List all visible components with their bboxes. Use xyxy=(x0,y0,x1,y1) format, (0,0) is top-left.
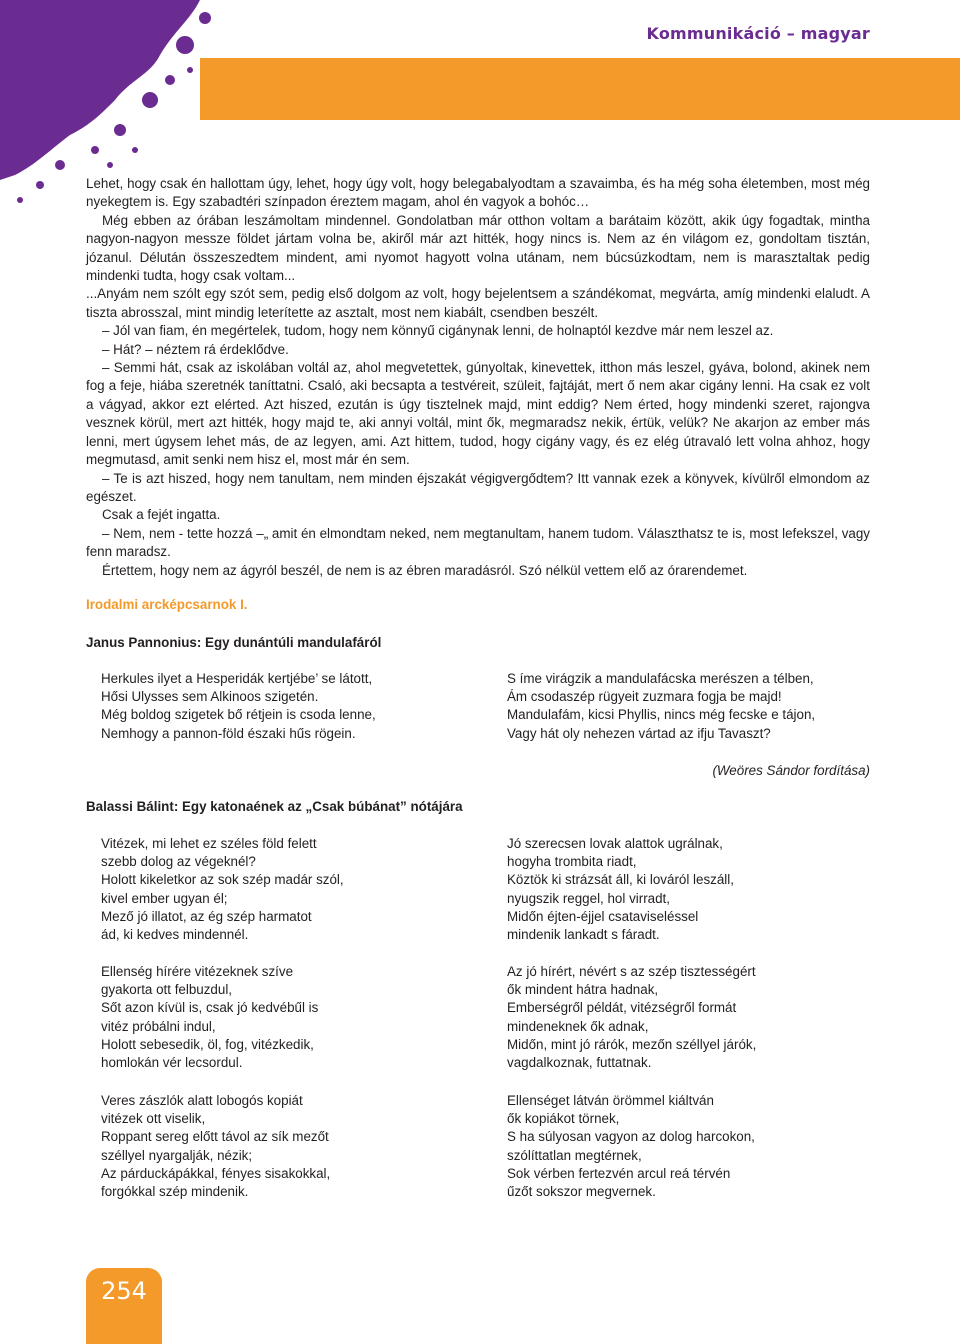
header-title: Kommunikáció – magyar xyxy=(646,24,870,43)
verse-line: Veres zászlók alatt lobogós kopiát xyxy=(101,1093,303,1108)
verse-line: Roppant sereg előtt távol az sík mezőt xyxy=(101,1129,329,1145)
verse-line: Még boldog szigetek bő rétjein is csoda lenne, xyxy=(101,707,376,723)
verse-line: Holott sebesedik, öl, fog, vitézkedik, xyxy=(101,1036,314,1052)
prose-paragraph: Lehet, hogy csak én hallottam úgy, lehet, hogy úgy volt, hogy belegabalyodtam a szavaimba, és ha még soha életemben, most még nyekegtem is. Egy szabadtéri színpadon éreztem magam, ahol én vagyok a bohóc… xyxy=(86,176,870,210)
verse-line: vagdalkoznak, futtatnak. xyxy=(507,1055,652,1071)
verse-line: Emberségről példát, vitézségről formát xyxy=(507,1000,737,1016)
verse-line: Mező jó illatot, az ég szép harmatot xyxy=(101,908,312,924)
verse-line: Ám csodaszép rügyeit zuzmara fogja be majd! xyxy=(507,689,782,705)
prose-paragraph: – Semmi hát, csak az iskolában voltál az, ahol megvetettek, gúnyoltak, kinevettek, itthon más leszel, gyáva, bolond, akinek nem fog a feje, hiába szeretnék taníttatni. Csaló, aki becsapta a testvéreit, szüleit, fajtáját, mert ő nem akar cigány lenni. Ha csak ez volt a vágyad, akkor ezt elérted. Azt hiszed, ezután is úgy tisztelnek majd, mint eddig? Nem érted, hogy mindenki szeret, rajongva vesznek körül, mert azt hitték, hogy majd te, aki annyi voltál, mint ők, megmaradsz nekik, értük, velük? Ne akarjon az ember más lenni, mert úgysem lehet más, de az legyen, ami. Azt hittem, tudod, hogy cigány vagy, és ez elég útravaló lett volna ahhoz, hogy megmutasd, amit senki nem hisz el, most már én sem. xyxy=(86,360,870,468)
poem2-left-stanza xyxy=(101,835,481,944)
verse-line: Ellenséget látván örömmel kiáltván xyxy=(507,1093,714,1108)
prose-paragraph: ...Anyám nem szólt egy szót sem, pedig első dolgom az volt, hogy bejelentsem a szándékomat, megvárta, amíg mindenki elaludt. A tiszta abrosszal, mint mindig leterítette az asztalt, most nem kiabált, csendben beszélt. xyxy=(86,286,870,320)
translator-credit: (Weöres Sándor fordítása) xyxy=(712,763,870,778)
verse-line: ők kopiákot törnek, xyxy=(507,1111,620,1127)
verse-line: széllyel nyargalják, nézik; xyxy=(101,1147,253,1163)
verse-line: Az párduckápákkal, fényes sisakokkal, xyxy=(101,1165,331,1181)
poem-title: Balassi Bálint: Egy katonaének az „Csak búbánat” nótájára xyxy=(86,799,463,814)
verse-line: Jó szerecsen lovak alattok ugrálnak, xyxy=(507,836,723,851)
prose-paragraph: Még ebben az órában leszámoltam mindennel. Gondolatban már otthon voltam a barátaim között, akik úgy fogadtak, mintha nagyon-nagyon messze földet jártam volna be, akiről már azt hitték, hogy nincs is. Nem az én világom ez, gondoltam tisztán, józanul. Délután összeszedtem mindent, ami nyomot hagyott volna utánam, nem búcsúzkodtam, nem is marasztaltak pedig mindenki tudta, hogy csak voltam... xyxy=(86,212,870,284)
poem-title: Janus Pannonius: Egy dunántúli mandulafáról xyxy=(86,635,382,650)
poem2-left-stanza xyxy=(101,1092,481,1201)
verse-line: vitézek ott viselik, xyxy=(101,1111,206,1127)
verse-line: Herkules ilyet a Hesperidák kertjébe’ se látott, xyxy=(101,671,373,686)
prose-paragraph: – Jól van fiam, én megértelek, tudom, hogy nem könnyű cigánynak lenni, de holnaptól kezdve már nem leszel az. xyxy=(102,323,774,339)
verse-line: Midőn éjten-éjjel csataviseléssel xyxy=(507,908,699,924)
section-heading: Irodalmi arcképcsarnok I. xyxy=(86,597,248,612)
verse-line: mindenik lankadt s fáradt. xyxy=(507,927,660,943)
prose-paragraph: Csak a fejét ingatta. xyxy=(102,507,221,523)
verse-line: gyakorta ott felbuzdul, xyxy=(101,982,233,998)
verse-line: Sok vérben fertezvén arcul reá térvén xyxy=(507,1165,731,1181)
verse-line: mindeneknek ők adnak, xyxy=(507,1018,649,1034)
poem2-right-stanza xyxy=(507,835,887,944)
verse-line: Sőt azon kívül is, csak jó kedvébűl is xyxy=(101,1000,319,1016)
poem1-left-stanza xyxy=(101,670,481,743)
verse-line: űzőt sokszor megvernek. xyxy=(507,1184,656,1200)
verse-line: forgókkal szép mindenik. xyxy=(101,1184,249,1200)
verse-line: Nemhogy a pannon-föld északi hűs rögein. xyxy=(101,725,356,741)
page-number-tab xyxy=(86,1268,162,1344)
verse-line: S ha súlyosan vagyon az dolog harcokon, xyxy=(507,1129,755,1145)
verse-line: ők mindent hátra hadnak, xyxy=(507,982,659,998)
verse-line: ád, ki kedves mindennél. xyxy=(101,927,249,943)
verse-line: Mandulafám, kicsi Phyllis, nincs még fecske e tájon, xyxy=(507,707,816,723)
verse-line: kivel ember ugyan él; xyxy=(101,890,228,906)
prose-paragraph: – Te is azt hiszed, hogy nem tanultam, nem minden éjszakát végigvergődtem? Itt vannak ezek a könyvek, kívülről elmondom az egészet. xyxy=(86,470,870,504)
verse-line: nyugszik reggel, hol virradt, xyxy=(507,890,670,906)
verse-line: Vagy hát oly nehezen vártad az ifju Tavaszt? xyxy=(507,725,771,741)
verse-line: Holott kikeletkor az sok szép madár szól, xyxy=(101,872,344,888)
poem1-right-stanza xyxy=(507,670,887,743)
verse-line: szebb dolog az végeknél? xyxy=(101,854,256,870)
verse-line: Midőn, mint jó rárók, mezőn széllyel járók, xyxy=(507,1036,757,1052)
verse-line: Ellenség hírére vitézeknek szíve xyxy=(101,964,294,979)
prose-paragraph: Értettem, hogy nem az ágyról beszél, de nem is az ébren maradásról. Szó nélkül vettem elő az órarendemet. xyxy=(102,562,748,578)
page-number: 254 xyxy=(101,1277,147,1305)
verse-line: S íme virágzik a mandulafácska merészen a télben, xyxy=(507,671,814,686)
verse-line: hogyha trombita riadt, xyxy=(507,854,637,870)
verse-line: homlokán vér lecsordul. xyxy=(101,1055,243,1071)
verse-line: Az jó hírért, névért s az szép tisztességért xyxy=(507,964,756,979)
verse-line: szólíttatlan megtérnek, xyxy=(507,1147,642,1163)
verse-line: vitéz próbálni indul, xyxy=(101,1018,216,1034)
verse-line: Köztök ki strázsát áll, ki lováról leszáll, xyxy=(507,872,734,888)
poem2-left-stanza xyxy=(101,963,481,1072)
prose-text xyxy=(86,175,870,580)
header-band xyxy=(200,58,960,120)
verse-line: Hősi Ulysses sem Alkinoos szigetén. xyxy=(101,689,319,705)
prose-paragraph: – Hát? – néztem rá érdeklődve. xyxy=(102,341,289,357)
verse-line: Vitézek, mi lehet ez széles föld felett xyxy=(101,836,317,851)
poem2-right-stanza xyxy=(507,963,887,1072)
poem2-right-stanza xyxy=(507,1092,887,1201)
prose-paragraph: – Nem, nem - tette hozzá –„ amit én elmondtam neked, nem megtanultam, hanem tudom. Választhatsz te is, most lefekszel, vagy fenn maradsz. xyxy=(86,525,870,560)
